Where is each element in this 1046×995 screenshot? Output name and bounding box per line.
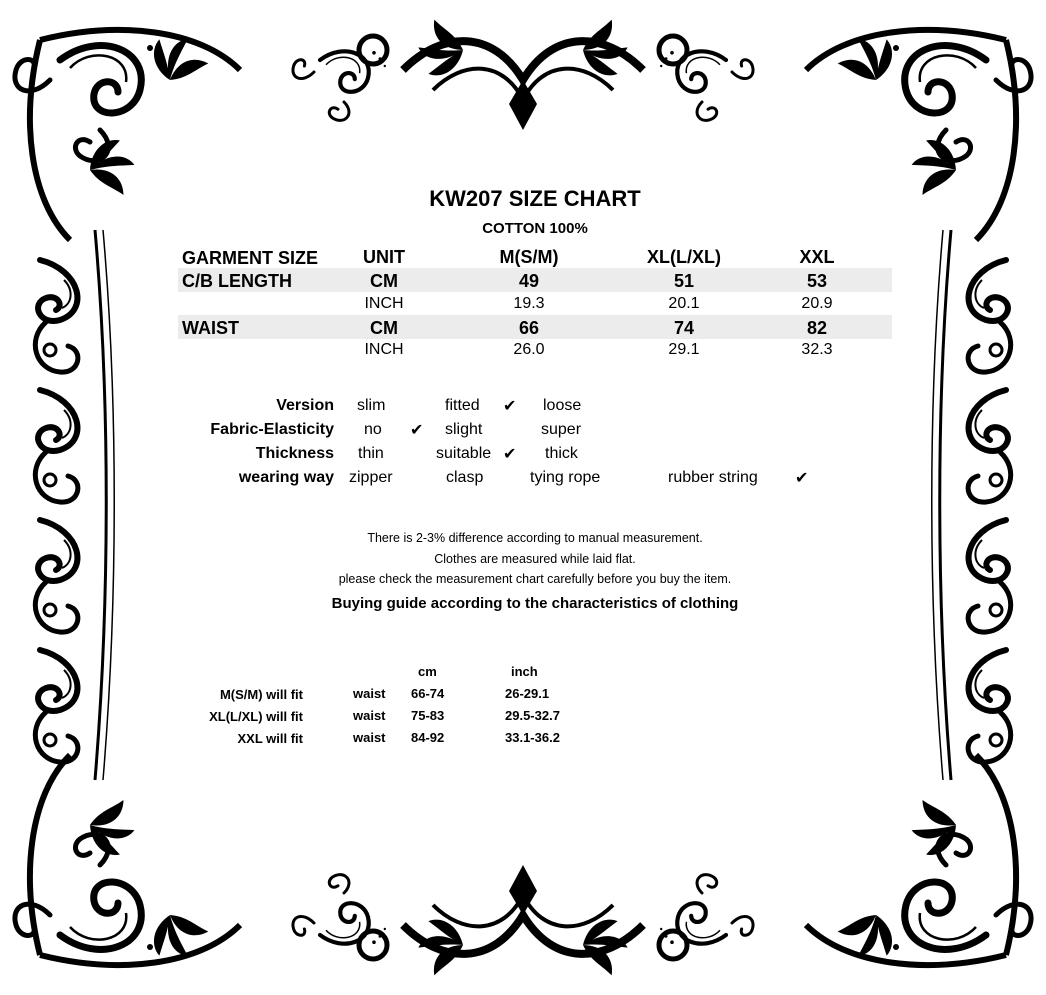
header-size-m: M(S/M): [499, 247, 559, 267]
row-label: WAIST: [182, 318, 239, 338]
page-title: KW207 SIZE CHART: [429, 186, 641, 211]
cell-value: 29.1: [668, 341, 700, 358]
guide-row-cm: 84-92: [411, 730, 445, 745]
check-icon: ✔: [410, 422, 424, 439]
row-label: C/B LENGTH: [182, 271, 292, 291]
attr-label-elasticity: Fabric-Elasticity: [210, 421, 334, 438]
guide-row-label: M(S/M) will fit: [219, 687, 303, 702]
check-icon: ✔: [795, 470, 809, 487]
option-fitted: fitted: [445, 397, 480, 414]
option-tying-rope: tying rope: [530, 469, 601, 486]
header-size-xl: XL(L/XL): [647, 247, 721, 267]
option-thick: thick: [545, 445, 578, 462]
attr-label-version: Version: [276, 397, 334, 414]
option-thin: thin: [358, 445, 384, 462]
option-slim: slim: [357, 397, 386, 414]
option-no: no: [364, 421, 382, 438]
guide-title: Buying guide according to the characteristics of clothing: [331, 595, 739, 612]
guide-row-cm: 66-74: [411, 686, 445, 701]
check-icon: ✔: [503, 446, 517, 463]
row-unit: INCH: [364, 295, 404, 312]
guide-row-inch: 33.1-36.2: [505, 730, 560, 745]
cell-value: 82: [806, 318, 828, 338]
cell-value: 51: [673, 271, 695, 291]
note-line: Clothes are measured while laid flat.: [434, 552, 636, 566]
cell-value: 49: [518, 271, 540, 291]
option-zipper: zipper: [349, 469, 393, 486]
cell-value: 74: [673, 318, 695, 338]
cell-value: 20.1: [668, 295, 700, 312]
check-icon: ✔: [503, 398, 517, 415]
note-line: please check the measurement chart carefully before you buy the item.: [338, 572, 732, 586]
row-unit: CM: [370, 318, 398, 338]
header-garment-size: GARMENT SIZE: [182, 248, 319, 268]
guide-row-cm: 75-83: [411, 708, 445, 723]
guide-row-inch: 26-29.1: [505, 686, 550, 701]
option-suitable: suitable: [436, 445, 492, 462]
guide-row-part: waist: [353, 686, 386, 701]
cell-value: 53: [806, 271, 828, 291]
guide-header-inch: inch: [511, 664, 538, 679]
attr-label-thickness: Thickness: [255, 445, 334, 462]
header-unit: UNIT: [363, 247, 405, 267]
guide-row-label: XXL will fit: [237, 731, 303, 746]
header-size-xxl: XXL: [799, 247, 835, 267]
guide-header-cm: cm: [418, 664, 437, 679]
guide-row-part: waist: [353, 708, 386, 723]
guide-row-inch: 29.5-32.7: [505, 708, 560, 723]
note-line: There is 2-3% difference according to manual measurement.: [367, 531, 703, 545]
cell-value: 32.3: [801, 341, 833, 358]
material-subtitle: COTTON 100%: [482, 220, 588, 237]
row-unit: INCH: [364, 341, 404, 358]
cell-value: 19.3: [513, 295, 545, 312]
option-slight: slight: [445, 421, 483, 438]
cell-value: 26.0: [513, 341, 545, 358]
row-unit: CM: [370, 271, 398, 291]
option-clasp: clasp: [446, 469, 484, 486]
guide-row-label: XL(L/XL) will fit: [209, 709, 303, 724]
guide-row-part: waist: [353, 730, 386, 745]
option-loose: loose: [543, 397, 582, 414]
cell-value: 66: [518, 318, 540, 338]
attr-label-wearing-way: wearing way: [238, 469, 334, 486]
option-super: super: [541, 421, 582, 438]
option-rubber-string: rubber string: [668, 469, 758, 486]
cell-value: 20.9: [801, 295, 833, 312]
